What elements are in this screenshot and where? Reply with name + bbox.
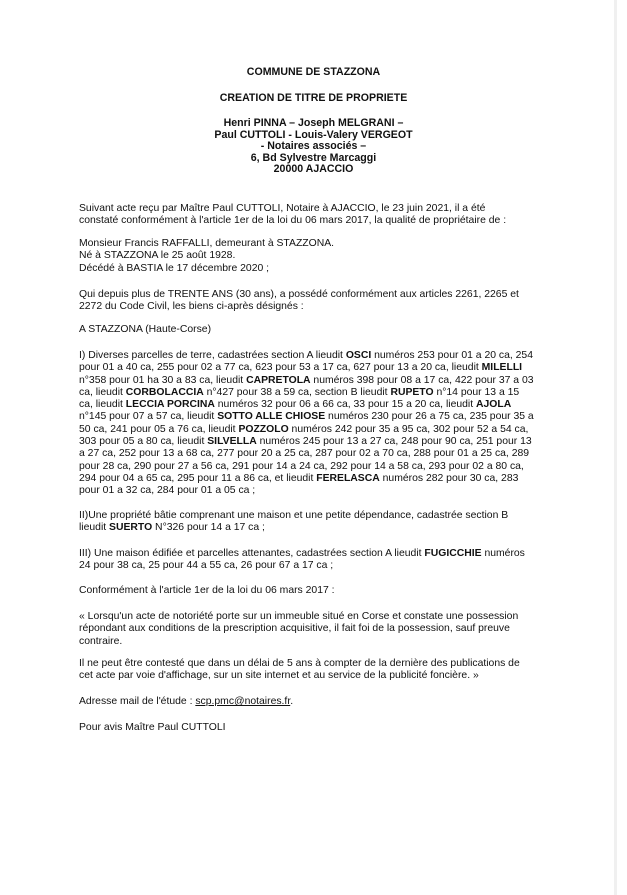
lieudit-osci: OSCI: [345, 350, 372, 361]
email-label: Adresse mail de l'étude :: [79, 696, 196, 707]
s1-text-03: numéros 253 pour 01 a 20 ca, 254 pour 01 a 40 ca, 255 pour 02 a 77 ca, 623 pour 53 a 17 ca, 627 pour 13 a 20 ca, lieudit: [79, 350, 533, 374]
lieudit-pozzolo: POZZOLO: [238, 423, 289, 435]
s1-text-15: n°145 pour 07 a 57 ca, lieudit: [79, 411, 218, 423]
lieudit-capretola: CAPRETOLA: [246, 374, 311, 386]
address-line-1: 6, Bd Sylvestre Marcaggi: [250, 151, 377, 164]
location-line: A STAZZONA (Haute-Corse): [79, 324, 212, 335]
intro-line-1: Suivant acte reçu par Maître Paul CUTTOLI, Notaire à AJACCIO, le 23 juin 2021, il a été: [79, 203, 486, 214]
s1-text-05: n°358 pour 01 ha 30 a 83 ca, lieudit: [79, 374, 247, 386]
s1-text-17: numéros 230 pour 26 a 75 ca, 235 pour 35 a 50 ca, 241 pour 05 a 76 ca, lieudit: [79, 411, 534, 435]
possession-line-2: 2272 du Code Civil, les biens ci-après désignés :: [79, 301, 304, 313]
lieudit-milelli: MILELLI: [481, 362, 523, 374]
section-2-paragraph: [79, 510, 534, 535]
signature-line: Pour avis Maître Paul CUTTOLI: [79, 722, 226, 733]
s3-text-1: III) Une maison édifiée et parcelles attenantes, cadastrées section A lieudit: [79, 548, 425, 559]
s1-text-07: numéros 398 pour 08 a 17 ca, 422 pour 37 a 03 ca, lieudit: [79, 374, 534, 398]
s3-text-3: numéros 24 pour 38 ca, 25 pour 44 a 55 ca, 26 pour 67 a 17 ca ;: [79, 548, 525, 572]
email-line: [79, 696, 534, 708]
lieudit-suerto: SUERTO: [109, 522, 153, 534]
s1-text-23: numéros 282 pour 30 ca, 283 pour 01 a 32 ca, 284 pour 01 a 05 ca ;: [79, 472, 519, 497]
notaries-block: [0, 118, 627, 176]
commune-heading: COMMUNE DE STAZZONA: [246, 66, 381, 78]
document-title: CREATION DE TITRE DE PROPRIETE: [219, 92, 408, 104]
section-2-text: [79, 510, 534, 535]
s1-text-11: n°14 pour 13 a 15 ca, lieudit: [79, 386, 520, 411]
notaries-line-2: Paul CUTTOLI - Louis-Valery VERGEOT: [214, 128, 413, 141]
owner-line-2: Né à STAZZONA le 25 août 1928.: [79, 250, 236, 262]
owner-line-1: Monsieur Francis RAFFALLI, demeurant à STAZZONA.: [79, 238, 335, 249]
conformity-line: Conformément à l'article 1er de la loi du 06 mars 2017 :: [79, 585, 335, 596]
lieudit-sotto-alle-chiose: SOTTO ALLE CHIOSE: [217, 411, 326, 423]
lieudit-ferelasca: FERELASCA: [316, 472, 380, 484]
s2-text-3: N°326 pour 14 a 17 ca ;: [152, 522, 265, 534]
lieudit-leccia-porcina: LECCIA PORCINA: [125, 399, 215, 411]
lieudit-rupeto: RUPETO: [390, 386, 434, 398]
lieudit-corbolaccia: CORBOLACCIA: [125, 386, 204, 398]
s1-text-01: I) Diverses parcelles de terre, cadastrées section A lieudit: [79, 350, 346, 361]
notaries-line-3: - Notaires associés –: [260, 140, 367, 153]
email-link[interactable]: scp.pmc@notaires.fr: [195, 696, 291, 707]
email-suffix: .: [290, 696, 294, 707]
lieudit-ajola: AJOLA: [476, 399, 512, 411]
intro-paragraph: [79, 203, 534, 228]
owner-line-3: Décédé à BASTIA le 17 décembre 2020 ;: [79, 262, 270, 274]
s2-text-1: II)Une propriété bâtie comprenant une maison et une petite dépendance, cadastrée section B lieudit: [79, 510, 509, 534]
lieudit-fugicchie: FUGICCHIE: [424, 548, 482, 559]
quote-paragraph-2: Il ne peut être contesté que dans un délai de 5 ans à compter de la dernière des publications de cet acte par voie d'affichage, sur un site internet et au service de la publicité foncière. »: [79, 658, 520, 682]
s1-text-21: numéros 245 pour 13 a 27 ca, 248 pour 90 ca, 251 pour 13 a 27 ca, 252 pour 13 a 68 ca, 277 pour 20 a 25 ca, 287 pour 02 a 70 ca, 288 pour 01 a 25 ca, 289 pour 28 ca, 290 pour 27 a 56 ca, 291 pour 14 a 24 ca, 292 pour 14 a 58 ca, 293 pour 02 a 80 ca, 294 pour 04 a 65 ca, 295 pour 11 a 86 ca, et lieudit: [79, 436, 532, 484]
intro-line-2: constaté conformément à l'article 1er de la loi du 06 mars 2017, la qualité de propriétaire de :: [79, 215, 507, 227]
owner-paragraph: [79, 238, 534, 275]
section-1-text: [79, 350, 534, 498]
s1-text-19: numéros 242 pour 35 a 95 ca, 302 pour 52 a 54 ca, 303 pour 05 a 80 ca, lieudit: [79, 423, 529, 448]
section-3-text: [79, 548, 534, 573]
notaries-line-1: Henri PINNA – Joseph MELGRANI –: [223, 117, 404, 129]
lieudit-silvella: SILVELLA: [207, 436, 257, 448]
section-1-paragraph: [79, 350, 534, 498]
possession-line-1: Qui depuis plus de TRENTE ANS (30 ans), a possédé conformément aux articles 2261, 2265 et: [79, 289, 519, 300]
s1-text-09: n°427 pour 38 a 59 ca, section B lieudit: [203, 386, 391, 398]
address-line-2: 20000 AJACCIO: [273, 163, 354, 176]
quote-paragraph-1: « Lorsqu'un acte de notoriété porte sur un immeuble situé en Corse et constate une possession répondant aux conditions de la prescription acquisitive, il fait foi de la possession, sauf preuve contraire.: [79, 611, 519, 647]
section-3-paragraph: [79, 548, 534, 573]
s1-text-13: numéros 32 pour 06 a 66 ca, 33 pour 15 a 20 ca, lieudit: [214, 399, 476, 411]
possession-paragraph: [79, 289, 534, 314]
